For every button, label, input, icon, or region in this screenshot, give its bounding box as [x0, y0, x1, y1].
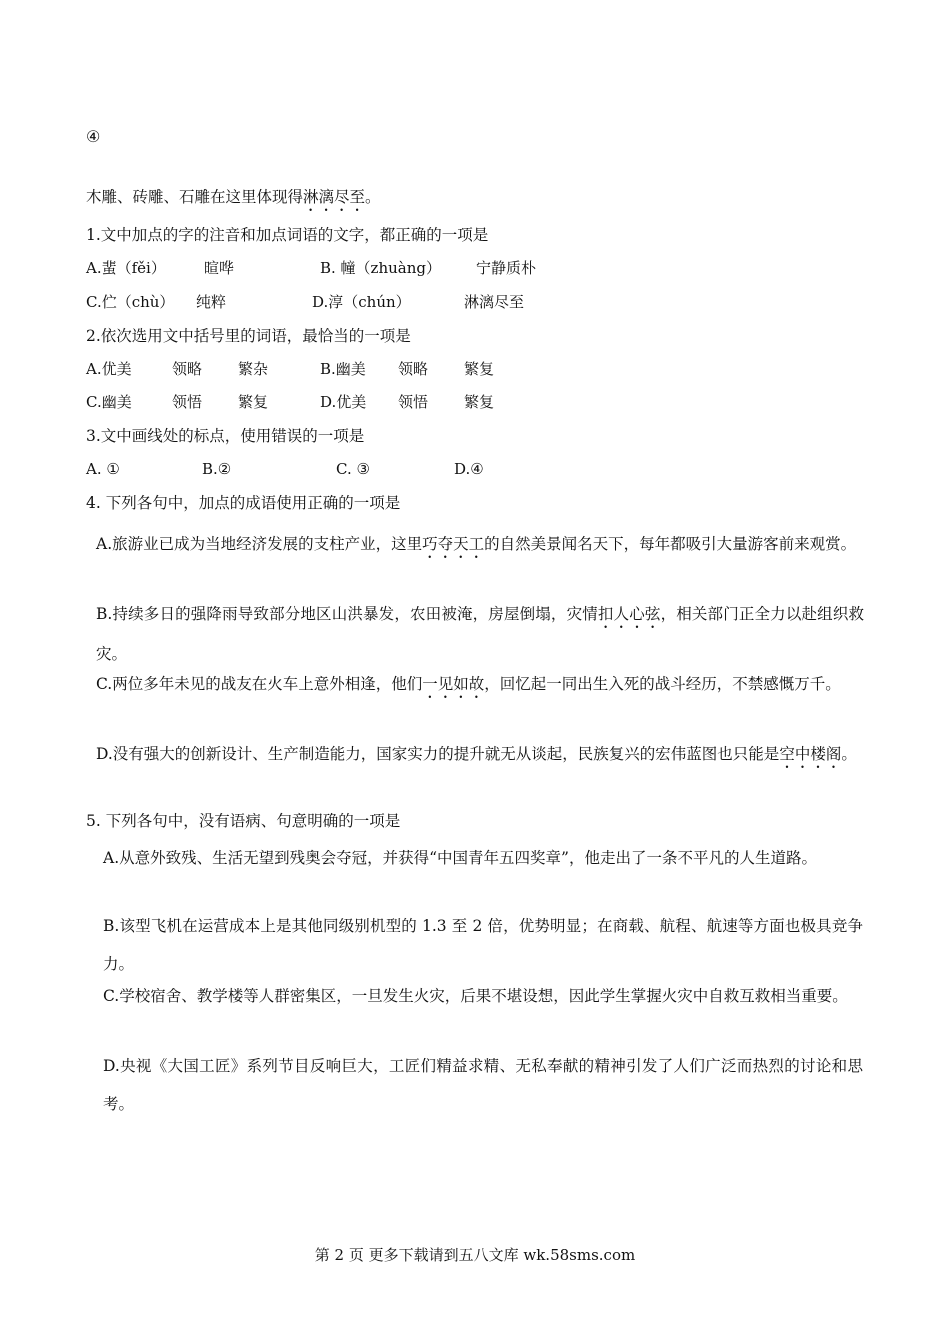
q5-option-a: A.从意外致残、生活无望到残奥会夺冠，并获得“中国青年五四奖章”，他走出了一条不平凡的人生道路。 — [103, 849, 817, 867]
q2-option-c-3: 繁复 — [238, 393, 269, 411]
q4-option-d — [96, 734, 864, 774]
intro-text: 木雕、砖雕、石雕在这里体现得 — [86, 188, 304, 206]
q3-option-c: C. ③ — [336, 460, 370, 478]
dotted-word: 淋漓尽至 — [303, 188, 366, 206]
q1-option-c-word: 纯粹 — [196, 293, 227, 311]
intro-text-end: 。 — [365, 188, 381, 206]
q4-d-text: D.没有强大的创新设计、生产制造能力，国家实力的提升就无从谈起，民族复兴的宏伟蓝图也只能是 — [96, 745, 780, 763]
q3-stem: 3.文中画线处的标点，使用错误的一项是 — [86, 427, 365, 445]
q4-b-idiom: 扣人心弦 — [597, 605, 661, 623]
q2-option-b-3: 繁复 — [464, 360, 495, 378]
q3-option-d: D.④ — [454, 460, 484, 478]
q2-option-a-3: 繁杂 — [238, 360, 269, 378]
q1-stem: 1.文中加点的字的注音和加点词语的文字，都正确的一项是 — [86, 226, 489, 244]
q4-option-c — [96, 664, 864, 704]
q1-option-d: D.淳（chún） — [312, 293, 411, 311]
q4-a-text: A.旅游业已成为当地经济发展的支柱产业，这里 — [96, 535, 423, 553]
q2-option-d-2: 领悟 — [398, 393, 429, 411]
q4-d-text-end: 。 — [841, 745, 857, 763]
q1-option-a-word: 暄哗 — [204, 259, 235, 277]
q1-option-b: B. 幢（zhuàng） — [320, 259, 441, 277]
q4-a-idiom: 巧夺天工 — [422, 535, 485, 553]
q5-option-b: B.该型飞机在运营成本上是其他同级别机型的 1.3 至 2 倍，优势明显；在商载、航程、航速等方面也极具竞争力。 — [103, 917, 863, 973]
q2-option-row-1 — [86, 359, 494, 379]
q4-c-text-end: ，回忆起一同出生入死的战斗经历，不禁感慨万千。 — [484, 675, 841, 693]
q1-option-b-word: 宁静质朴 — [476, 259, 537, 277]
q2-option-c-1: C.幽美 — [86, 393, 132, 411]
q4-option-b — [96, 594, 864, 674]
q4-d-idiom: 空中楼阁 — [779, 745, 842, 763]
q5-option-d: D.央视《大国工匠》系列节目反响巨大，工匠们精益求精、无私奉献的精神引发了人们广泛而热烈的讨论和思考。 — [103, 1057, 863, 1113]
q2-stem: 2.依次选用文中括号里的词语，最恰当的一项是 — [86, 327, 411, 345]
q2-option-a-2: 领略 — [172, 360, 203, 378]
q4-stem: 4. 下列各句中，加点的成语使用正确的一项是 — [86, 494, 401, 512]
q1-option-a: A.蜚（fěi） — [86, 259, 166, 277]
q2-option-d-1: D.优美 — [320, 393, 367, 411]
q5-stem: 5. 下列各句中，没有语病、句意明确的一项是 — [86, 812, 401, 830]
q1-option-row-2 — [86, 292, 524, 312]
q4-b-text-end: ，相关部门正全力以赴组织救灾。 — [96, 605, 864, 663]
q2-option-a-1: A.优美 — [86, 360, 132, 378]
q3-option-a: A. ① — [86, 460, 120, 478]
q3-option-row — [86, 459, 484, 479]
q1-option-c: C.伫（chù） — [86, 293, 175, 311]
q4-c-idiom: 一见如故 — [422, 675, 485, 693]
q4-a-text-end: 的自然美景闻名天下，每年都吸引大量游客前来观赏。 — [484, 535, 857, 553]
q4-c-text: C.两位多年未见的战友在火车上意外相逢，他们 — [96, 675, 423, 693]
q4-b-text: B.持续多日的强降雨导致部分地区山洪暴发，农田被淹，房屋倒塌，灾情 — [96, 605, 598, 623]
q2-option-c-2: 领悟 — [172, 393, 203, 411]
q5-option-c: C.学校宿舍、教学楼等人群密集区，一旦发生火灾，后果不堪设想，因此学生掌握火灾中自救互救相当重要。 — [103, 987, 848, 1005]
q2-option-b-1: B.幽美 — [320, 360, 366, 378]
q3-option-b: B.② — [202, 460, 232, 478]
intro-line — [86, 187, 381, 215]
circle-number-mark: ④ — [86, 127, 101, 146]
q4-option-a — [96, 524, 864, 564]
q2-option-row-2 — [86, 392, 494, 412]
q2-option-b-2: 领略 — [398, 360, 429, 378]
page-footer: 第 2 页 更多下载请到五八文库 wk.58sms.com — [314, 1246, 636, 1264]
q2-option-d-3: 繁复 — [464, 393, 495, 411]
q1-option-d-word: 淋漓尽至 — [464, 293, 525, 311]
q1-option-row-1 — [86, 258, 536, 278]
